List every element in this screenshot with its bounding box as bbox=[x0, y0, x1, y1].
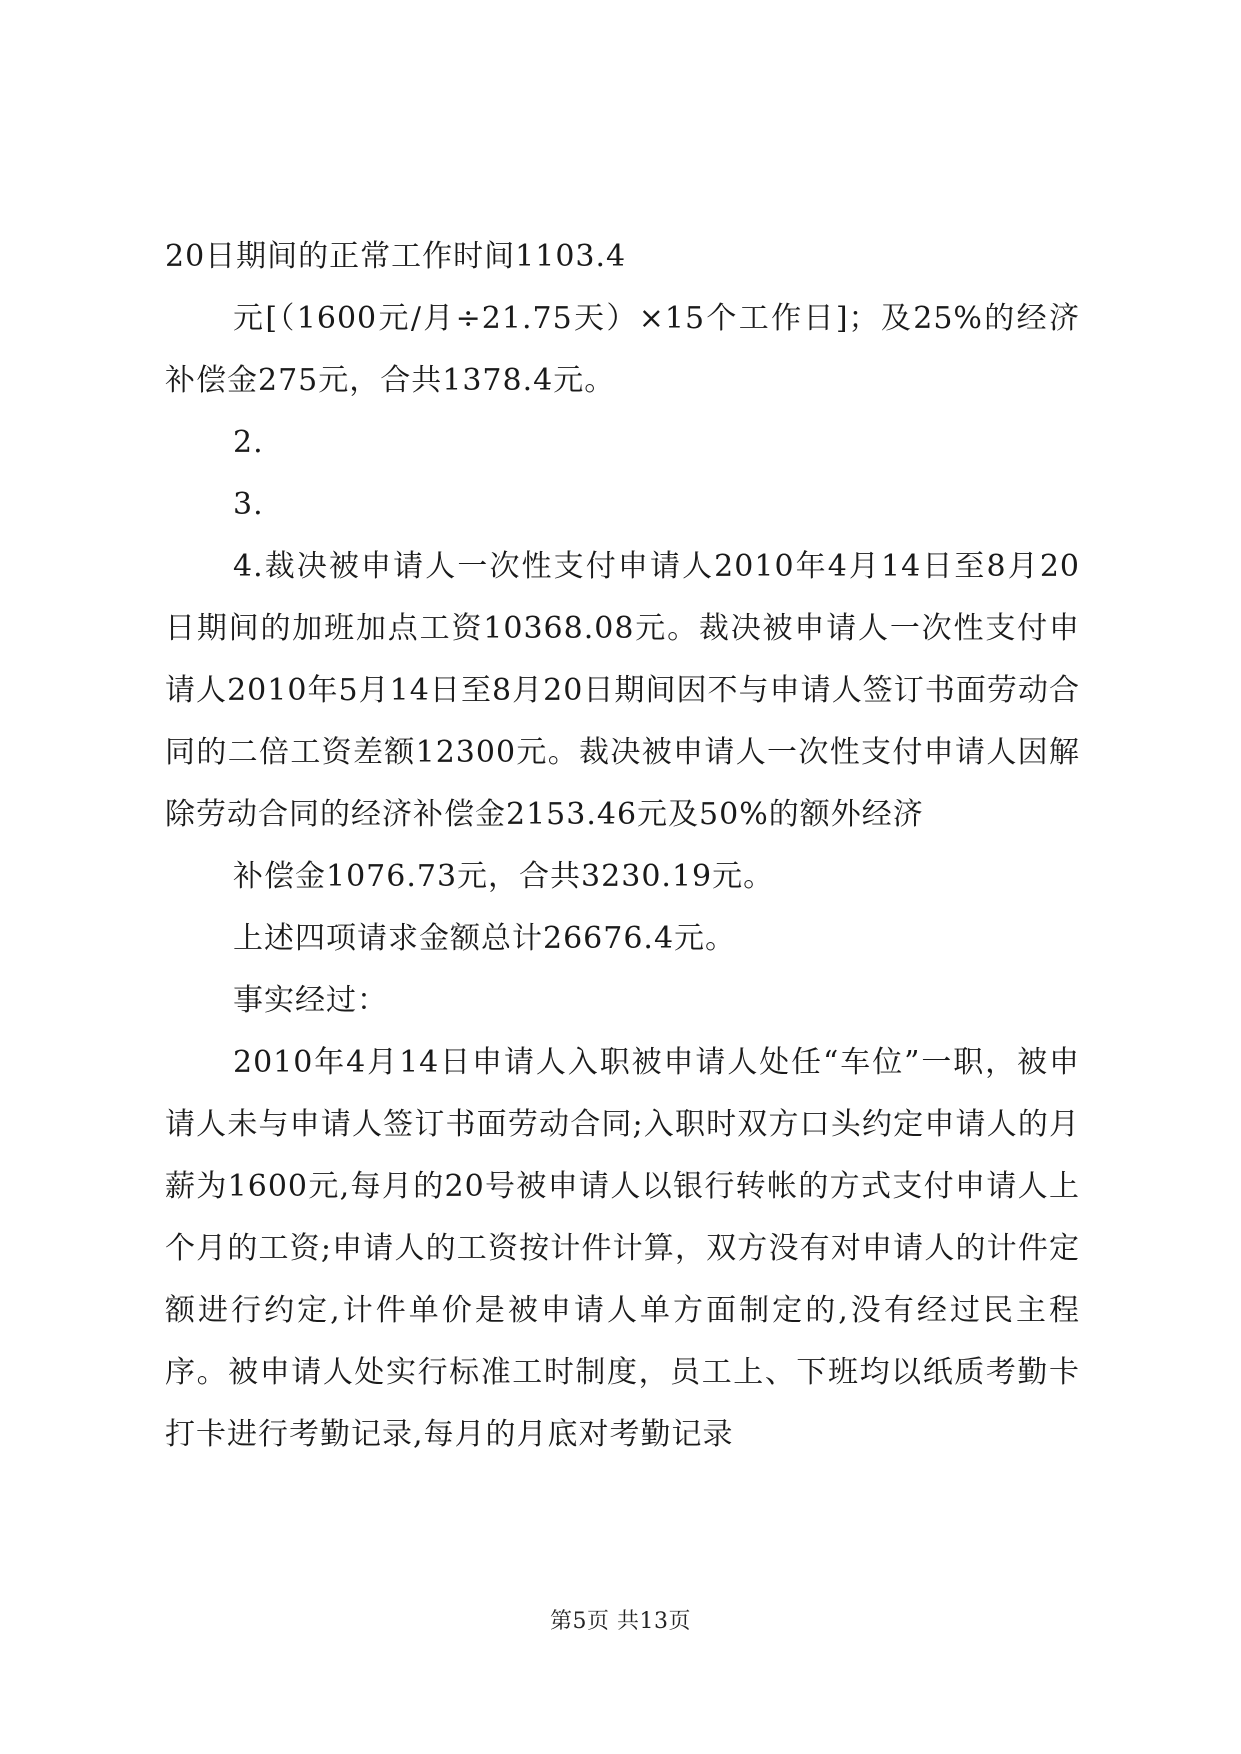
paragraph-4: 3. bbox=[233, 487, 264, 522]
paragraph-6: 补偿金1076.73元，合共3230.19元。 bbox=[233, 859, 775, 894]
page-footer bbox=[0, 1604, 1241, 1635]
paragraph-1: 20日期间的正常工作时间1103.4 bbox=[165, 239, 627, 274]
paragraph-7: 上述四项请求金额总计26676.4元。 bbox=[233, 921, 737, 956]
paragraph-2: 元[（1600元/月÷21.75天）×15个工作日]；及25%的经济补偿金275元，合共1378.4元。 bbox=[165, 301, 1080, 398]
page-number-label: 第5页 共13页 bbox=[550, 1609, 691, 1634]
paragraph-3: 2. bbox=[233, 425, 264, 460]
paragraph-8: 事实经过： bbox=[233, 983, 388, 1018]
paragraph-9: 2010年4月14日申请人入职被申请人处任“车位”一职，被申请人未与申请人签订书面劳动合同;入职时双方口头约定申请人的月薪为1600元,每月的20号被申请人以银行转帐的方式支付申请人上个月的工资;申请人的工资按计件计算，双方没有对申请人的计件定额进行约定,计件单价是被申请人单方面制定的,没有经过民主程序。被申请人处实行标准工时制度，员工上、下班均以纸质考勤卡打卡进行考勤记录,每月的月底对考勤记录 bbox=[165, 1045, 1080, 1452]
document-body bbox=[165, 226, 1080, 1466]
paragraph-5: 4.裁决被申请人一次性支付申请人2010年4月14日至8月20日期间的加班加点工资10368.08元。裁决被申请人一次性支付申请人2010年5月14日至8月20日期间因不与申请人签订书面劳动合同的二倍工资差额12300元。裁决被申请人一次性支付申请人因解除劳动合同的经济补偿金2153.46元及50%的额外经济 bbox=[165, 549, 1080, 832]
